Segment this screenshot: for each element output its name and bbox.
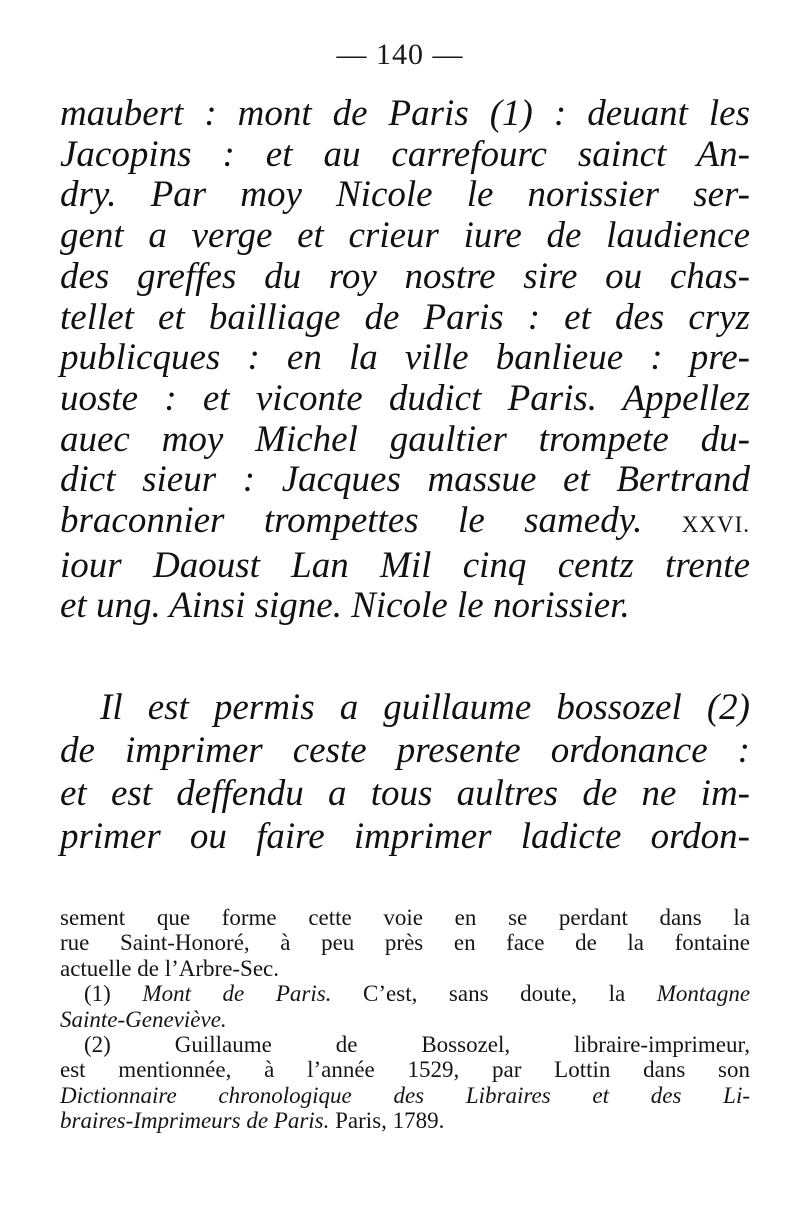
footnote-italic: braires-Imprimeurs de Paris.	[60, 1108, 330, 1134]
footnote-italic: Montagne	[656, 981, 751, 1007]
footnote-marker: (1)	[84, 981, 111, 1007]
text-line: Il est permis a guillaume bossozel (2)	[100, 687, 750, 728]
footnote-text: Paris, 1789.	[335, 1108, 445, 1134]
text-line: et est deffendu a tous aultres de ne im-	[60, 773, 750, 814]
text-line: uoste : et viconte dudict Paris. Appellez	[60, 377, 750, 419]
footnote-text: C’est, sans doute, la	[363, 981, 626, 1007]
footnote-italic: Mont de Paris.	[142, 981, 332, 1007]
printing-permission	[60, 686, 760, 858]
footnotes	[60, 905, 760, 1134]
text-line: et ung. Ainsi signe. Nicole le norissier.	[60, 585, 630, 627]
footnote-italic: Sainte-Geneviève.	[60, 1006, 227, 1032]
text-line: dict sieur : Jacques massue et Bertrand	[60, 459, 750, 501]
text-line: dry. Par moy Nicole le norissier ser-	[60, 174, 750, 216]
text-line-with-numeral	[60, 501, 750, 546]
footnote-continuation-line: sement que forme cette voie en se perdant dans la	[60, 905, 750, 930]
page-number: — 140 —	[336, 38, 464, 71]
text-line: gent a verge et crieur iure de laudience	[60, 215, 750, 257]
footnote-marker: (2)	[84, 1032, 111, 1058]
text-segment: braconnier trompettes le samedy.	[60, 500, 643, 542]
footnote-1-cont	[60, 1007, 750, 1032]
footnote-italic: Dictionnaire chronologique des Libraires et des Li-	[60, 1082, 750, 1108]
footnote-2-line	[60, 1108, 750, 1133]
text-line: auec moy Michel gaultier trompete du-	[60, 418, 750, 460]
text-line: Jacopins : et au carrefourc sainct An-	[60, 133, 750, 175]
text-line: publicques : en la ville banlieue : pre-	[60, 337, 750, 379]
footnote-continuation-line: actuelle de l’Arbre-Sec.	[60, 955, 280, 981]
footnote-2-line: est mentionnée, à l’année 1529, par Lottin dans son	[60, 1057, 750, 1083]
text-line: de imprimer ceste presente ordonance :	[60, 730, 750, 771]
footnote-continuation-line: rue Saint-Honoré, à peu près en face de la fontaine	[60, 930, 750, 956]
text-line: maubert : mont de Paris (1) : deuant les	[60, 93, 750, 134]
footnote-2	[60, 1032, 750, 1057]
ordinance-text	[60, 94, 760, 627]
text-line: des greffes du roy nostre sire ou chas-	[60, 255, 750, 297]
text-line: primer ou faire imprimer ladicte ordon-	[60, 816, 750, 857]
text-line: tellet et bailliage de Paris : et des cryz	[60, 296, 750, 338]
roman-numeral: XXVI.	[681, 512, 750, 538]
footnote-text: Guillaume de Bossozel, libraire-imprimeur,	[174, 1032, 751, 1058]
text-line: iour Daoust Lan Mil cinq centz trente	[60, 544, 750, 586]
footnote-2-line	[60, 1083, 750, 1108]
footnote-1	[60, 981, 750, 1006]
